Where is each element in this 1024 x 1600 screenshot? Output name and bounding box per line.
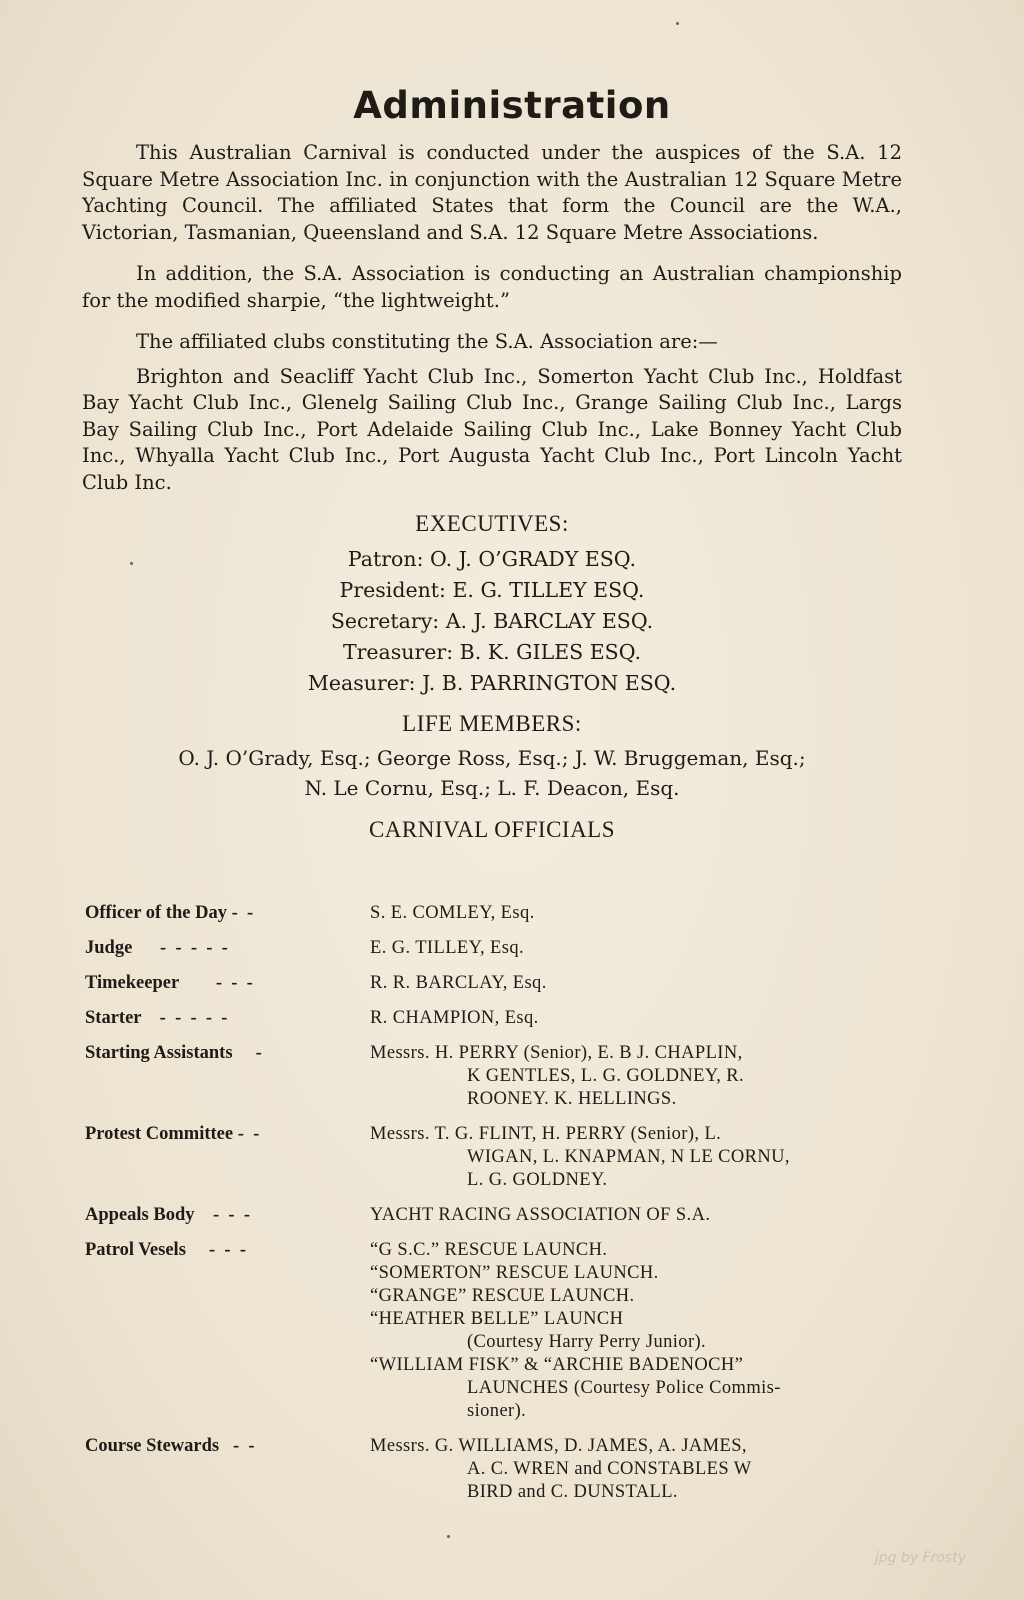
print-speck [447,1535,450,1538]
official-value-line: “WILLIAM FISK” & “ARCHIE BADENOCH” [370,1355,744,1375]
official-role: Timekeeper - - - [85,973,253,993]
official-value-line: ROONEY. K. HELLINGS. [467,1089,677,1109]
paragraph-lightweight: In addition, the S.A. Association is conducting an Australian championship for the modified sharpie, “the lightweight.” [82,262,902,312]
official-value-line: E. G. TILLEY, Esq. [370,938,524,958]
official-row [85,1239,915,1423]
official-value-line: “HEATHER BELLE” LAUNCH [370,1309,624,1329]
print-speck [676,22,679,25]
body-text [82,140,902,850]
executives-list [82,544,902,699]
official-value [370,1435,915,1504]
official-value [370,1239,915,1423]
executive-measurer: Measurer: J. B. PARRINGTON ESQ. [307,670,677,695]
executive-president: President: E. G. TILLEY ESQ. [339,577,645,602]
official-value [370,1123,915,1192]
official-row [85,1007,915,1030]
paragraph-clubs-intro: The affiliated clubs constituting the S.A. Association are:— [136,330,718,353]
official-value-line: “GRANGE” RESCUE LAUNCH. [370,1286,635,1306]
paragraph-auspices: This Australian Carnival is conducted under the auspices of the S.A. 12 Square Metre Association Inc. in conjunction with the Australian 12 Square Metre Yachting Council. The affiliated States that form the Council are the W.A., Victorian, Tasmanian, Queensland and S.A. 12 Square Metre Associations. [82,141,902,244]
official-value-line: BIRD and C. DUNSTALL. [467,1482,678,1502]
executive-secretary: Secretary: A. J. BARCLAY ESQ. [330,608,654,633]
official-value-line: Messrs. G. WILLIAMS, D. JAMES, A. JAMES, [370,1436,747,1456]
official-value [370,1007,915,1030]
executives-heading: EXECUTIVES: [415,511,569,536]
official-value-line: “G S.C.” RESCUE LAUNCH. [370,1240,608,1260]
official-row [85,1042,915,1111]
official-role: Starting Assistants - [85,1043,262,1063]
life-members-line: O. J. O’Grady, Esq.; George Ross, Esq.; J. W. Bruggeman, Esq.; [178,746,806,770]
official-value [370,1204,915,1227]
life-members-line: N. Le Cornu, Esq.; L. F. Deacon, Esq. [304,776,680,800]
official-value-line: LAUNCHES (Courtesy Police Commis- [467,1378,781,1398]
official-value [370,937,915,960]
life-members-list [82,743,902,803]
official-value-line: “SOMERTON” RESCUE LAUNCH. [370,1263,659,1283]
official-value [370,902,915,925]
official-role: Judge - - - - - [85,938,228,958]
official-role: Course Stewards - - [85,1436,255,1456]
paragraph-clubs-list: Brighton and Seacliff Yacht Club Inc., Somerton Yacht Club Inc., Holdfast Bay Yacht Club Inc., Glenelg Sailing Club Inc., Grange Sailing Club Inc., Largs Bay Sailing Club Inc., Port Adelaide Sailing Club Inc., Lake Bonney Yacht Club Inc., Whyalla Yacht Club Inc., Port Augusta Yacht Club Inc., Port Lincoln Yacht Club Inc. [82,364,902,494]
official-role: Officer of the Day - - [85,903,254,923]
executive-patron: Patron: O. J. O’GRADY ESQ. [347,546,637,571]
official-value-line: (Courtesy Harry Perry Junior). [467,1332,707,1352]
life-members-heading: LIFE MEMBERS: [402,710,582,736]
official-value-line: sioner). [467,1401,527,1421]
officials-table [85,902,915,1516]
official-role: Protest Committee - - [85,1124,260,1144]
official-row [85,1123,915,1192]
official-row [85,1435,915,1504]
official-value-line: R. CHAMPION, Esq. [370,1008,539,1028]
official-role: Starter - - - - - [85,1008,228,1028]
official-value-line: Messrs. T. G. FLINT, H. PERRY (Senior), L. [370,1124,722,1144]
official-value-line: Messrs. H. PERRY (Senior), E. B J. CHAPLIN, [370,1043,743,1063]
watermark: jpg by Frosty [874,1550,966,1566]
official-role: Appeals Body - - - [85,1205,250,1225]
official-value-line: L. G. GOLDNEY. [467,1170,608,1190]
page-title: Administration [353,84,671,127]
official-row [85,972,915,995]
official-value-line: YACHT RACING ASSOCIATION OF S.A. [370,1205,711,1225]
official-row [85,937,915,960]
official-row [85,1204,915,1227]
official-value [370,1042,915,1111]
official-value-line: S. E. COMLEY, Esq. [370,903,535,923]
official-value-line: R. R. BARCLAY, Esq. [370,973,547,993]
official-row [85,902,915,925]
carnival-officials-heading: CARNIVAL OFFICIALS [368,817,616,842]
executive-treasurer: Treasurer: B. K. GILES ESQ. [342,639,642,664]
print-speck [130,562,133,565]
official-value-line: WIGAN, L. KNAPMAN, N LE CORNU, [467,1147,790,1167]
official-value-line: A. C. WREN and CONSTABLES W [467,1459,752,1479]
official-value [370,972,915,995]
official-value-line: K GENTLES, L. G. GOLDNEY, R. [467,1066,745,1086]
official-role: Patrol Vesels - - - [85,1240,246,1260]
